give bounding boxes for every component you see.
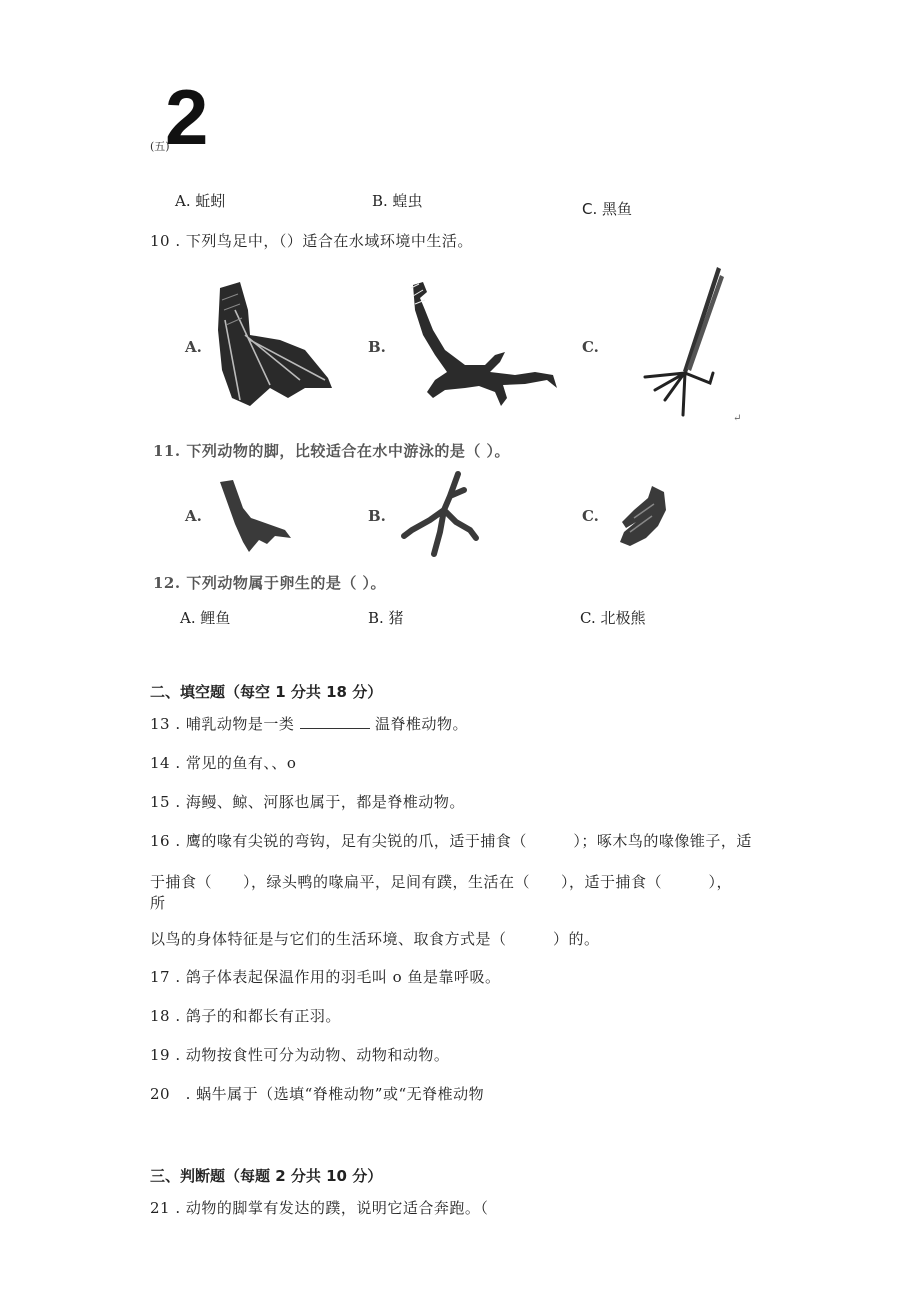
q11-label-b: B. xyxy=(368,507,386,525)
q12-option-c: C. 北极熊 xyxy=(580,609,646,627)
q11-text: 11. 下列动物的脚，比较适合在水中游泳的是（ ）。 xyxy=(153,442,511,460)
q12-text: 12. 下列动物属于卵生的是（ ）。 xyxy=(153,574,387,592)
q13-blank xyxy=(300,714,370,729)
hoof-foot-image xyxy=(612,482,672,552)
raptor-talon-image xyxy=(405,280,565,410)
section-3-title: 三、判断题（每题 2 分共 10 分） xyxy=(150,1167,383,1185)
q16-line-4: 以鸟的身体特征是与它们的生活环境、取食方式是（ ）的。 xyxy=(150,930,600,948)
q10-label-c: C. xyxy=(582,338,599,356)
q14-text: 14 . 常见的鱼有、、o xyxy=(150,754,297,772)
q13-suffix: 温脊椎动物。 xyxy=(374,715,468,733)
q16-line-1: 16 . 鹰的喙有尖锐的弯钩，足有尖锐的爪，适于捕食（ ）；啄木鸟的喙像锥子，适 xyxy=(150,832,752,850)
q15-text: 15 . 海鳗、鲸、河豚也属于，都是脊椎动物。 xyxy=(150,793,465,811)
webbed-bird-foot-image xyxy=(210,280,340,410)
q11-label-a: A. xyxy=(185,507,202,525)
section-2-title: 二、填空题（每空 1 分共 18 分） xyxy=(150,683,383,701)
q10-text: 10 . 下列鸟足中，（）适合在水域环境中生活。 xyxy=(150,232,473,250)
webbed-foot-image xyxy=(215,478,295,556)
q17-text: 17 . 鸽子体表起保温作用的羽毛叫 o 鱼是靠呼吸。 xyxy=(150,968,501,986)
q16-line-3: 所 xyxy=(150,894,166,912)
q20-text: 20 . 蜗牛属于（选填“脊椎动物”或“无脊椎动物 xyxy=(150,1085,485,1103)
q12-option-b: B. 猪 xyxy=(368,609,404,627)
page-number: 2 xyxy=(165,73,209,161)
q19-text: 19 . 动物按食性可分为动物、动物和动物。 xyxy=(150,1046,450,1064)
q13-prefix: 13 . 哺乳动物是一类 xyxy=(150,715,295,733)
wading-bird-foot-image xyxy=(625,265,735,425)
return-mark: ↵ xyxy=(733,413,742,424)
q9-option-b: B. 蝗虫 xyxy=(372,192,423,210)
q10-label-a: A. xyxy=(185,338,202,356)
q10-label-b: B. xyxy=(368,338,386,356)
q18-text: 18 . 鸽子的和都长有正羽。 xyxy=(150,1007,341,1025)
small-mark: (五) xyxy=(150,140,170,153)
q9-option-c: C. 黑鱼 xyxy=(582,200,633,218)
q16-line-2: 于捕食（ ），绿头鸭的喙扁平，足间有蹼，生活在（ ），适于捕食（ ）， xyxy=(150,873,733,891)
bird-claw-image xyxy=(400,470,480,560)
q11-label-c: C. xyxy=(582,507,599,525)
q12-option-a: A. 鲤鱼 xyxy=(180,609,231,627)
q9-option-a: A. 蚯蚓 xyxy=(175,192,226,210)
q21-text: 21 . 动物的脚掌有发达的蹼，说明它适合奔跑。（ xyxy=(150,1199,489,1217)
q13-text xyxy=(150,713,468,734)
